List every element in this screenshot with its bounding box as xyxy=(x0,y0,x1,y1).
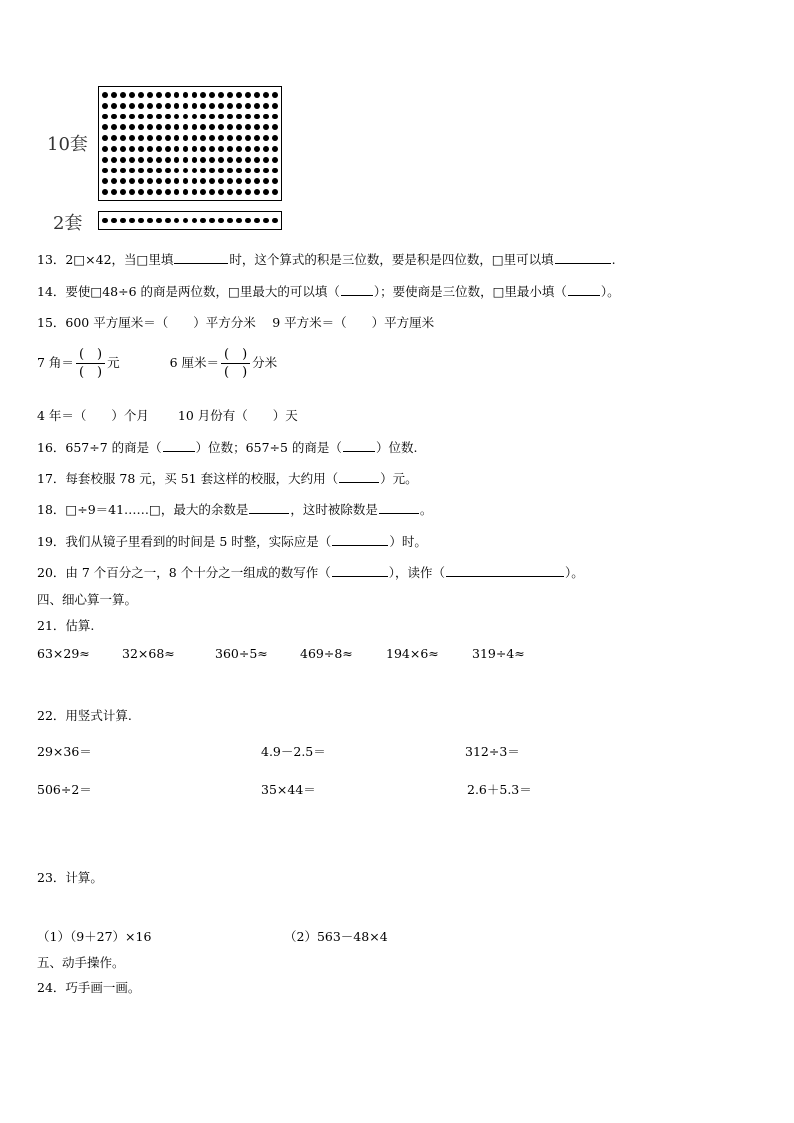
dot-grid-2-sets xyxy=(98,211,282,230)
dot xyxy=(138,103,144,109)
dot xyxy=(120,218,126,224)
dot xyxy=(245,146,251,152)
dot xyxy=(174,189,180,195)
dot xyxy=(111,114,117,120)
estimate-item: 360÷5≈ xyxy=(215,646,268,661)
dot xyxy=(192,168,198,174)
dot xyxy=(218,178,224,184)
dot xyxy=(156,114,162,120)
dot xyxy=(165,178,171,184)
dot xyxy=(209,168,215,174)
dot xyxy=(254,157,260,163)
question-15-line3: 4 年＝（ ）个月 10 月份有（ ）天 xyxy=(37,408,298,423)
dot xyxy=(272,92,278,98)
dot xyxy=(245,157,251,163)
dot xyxy=(102,189,108,195)
dot xyxy=(129,178,135,184)
dot xyxy=(200,103,206,109)
dot xyxy=(102,135,108,141)
dot xyxy=(218,218,224,224)
dot xyxy=(245,124,251,130)
dot xyxy=(200,124,206,130)
dot xyxy=(174,157,180,163)
question-18: 18．□÷9＝41……□，最大的余数是 ，这时被除数是 。 xyxy=(37,502,433,517)
dot xyxy=(174,103,180,109)
dot xyxy=(147,178,153,184)
dot xyxy=(138,157,144,163)
dot xyxy=(165,103,171,109)
dot xyxy=(120,92,126,98)
dot xyxy=(156,218,162,224)
dot xyxy=(147,168,153,174)
label-10-sets: 10套 xyxy=(47,134,88,155)
dot xyxy=(156,124,162,130)
dot xyxy=(236,114,242,120)
answer-blank[interactable] xyxy=(332,533,388,546)
dot xyxy=(254,92,260,98)
dot xyxy=(192,135,198,141)
dot xyxy=(120,135,126,141)
dot xyxy=(138,168,144,174)
dot xyxy=(192,157,198,163)
dot xyxy=(120,157,126,163)
vertical-calc-item: 35×44＝ xyxy=(261,782,316,797)
answer-blank[interactable] xyxy=(339,470,379,483)
dot xyxy=(209,135,215,141)
dot xyxy=(272,218,278,224)
dot xyxy=(147,157,153,163)
dot xyxy=(263,92,269,98)
dot xyxy=(120,124,126,130)
estimate-item: 469÷8≈ xyxy=(300,646,353,661)
dot xyxy=(102,178,108,184)
dot xyxy=(227,92,233,98)
dot xyxy=(200,92,206,98)
dot xyxy=(218,157,224,163)
dot xyxy=(183,157,189,163)
estimate-item: 32×68≈ xyxy=(122,646,175,661)
dot xyxy=(192,114,198,120)
dot xyxy=(218,114,224,120)
dot xyxy=(254,218,260,224)
dot xyxy=(254,135,260,141)
dot xyxy=(111,218,117,224)
dot xyxy=(272,103,278,109)
dot xyxy=(227,124,233,130)
dot xyxy=(209,189,215,195)
dot xyxy=(102,218,108,224)
dot xyxy=(209,218,215,224)
dot xyxy=(174,92,180,98)
dot xyxy=(200,157,206,163)
dot xyxy=(165,218,171,224)
dot xyxy=(263,146,269,152)
dot xyxy=(254,168,260,174)
dot xyxy=(245,135,251,141)
dot xyxy=(129,135,135,141)
dot xyxy=(263,135,269,141)
dot xyxy=(272,178,278,184)
dot xyxy=(147,103,153,109)
dot xyxy=(147,92,153,98)
dot xyxy=(111,189,117,195)
vertical-calc-item: 506÷2＝ xyxy=(37,782,92,797)
dot xyxy=(218,146,224,152)
dot xyxy=(111,146,117,152)
dot xyxy=(200,189,206,195)
dot xyxy=(129,157,135,163)
calc-item: （2）563－48×4 xyxy=(284,929,388,944)
dot xyxy=(156,103,162,109)
dot xyxy=(263,157,269,163)
dot xyxy=(209,157,215,163)
dot xyxy=(236,103,242,109)
dot xyxy=(102,103,108,109)
fraction-blank[interactable]: $\frac{( )}{( )}$ xyxy=(221,346,250,381)
dot xyxy=(245,218,251,224)
dot xyxy=(156,135,162,141)
dot xyxy=(218,124,224,130)
dot xyxy=(165,157,171,163)
dot xyxy=(156,168,162,174)
answer-blank[interactable] xyxy=(446,564,564,577)
dot xyxy=(236,189,242,195)
dot xyxy=(209,114,215,120)
dot xyxy=(245,189,251,195)
dot xyxy=(200,146,206,152)
dot xyxy=(200,114,206,120)
dot xyxy=(147,146,153,152)
dot xyxy=(147,218,153,224)
dot xyxy=(236,146,242,152)
dot xyxy=(147,114,153,120)
dot xyxy=(174,178,180,184)
dot xyxy=(120,168,126,174)
dot xyxy=(263,168,269,174)
dot xyxy=(236,92,242,98)
question-23-title: 23．计算。 xyxy=(37,870,103,885)
dot-grid-10-sets xyxy=(98,86,282,201)
dot xyxy=(263,124,269,130)
dot xyxy=(183,178,189,184)
dot xyxy=(254,103,260,109)
dot xyxy=(192,103,198,109)
dot xyxy=(192,146,198,152)
estimate-item: 63×29≈ xyxy=(37,646,90,661)
dot xyxy=(129,114,135,120)
dot xyxy=(138,218,144,224)
answer-blank[interactable] xyxy=(174,251,228,264)
dot xyxy=(165,146,171,152)
dot xyxy=(218,135,224,141)
vertical-calc-item: 312÷3＝ xyxy=(465,744,520,759)
dot xyxy=(129,168,135,174)
dot xyxy=(209,92,215,98)
answer-blank[interactable] xyxy=(163,439,195,452)
dot xyxy=(183,189,189,195)
dot xyxy=(120,189,126,195)
dot xyxy=(165,168,171,174)
question-20: 20．由 7 个百分之一，8 个十分之一组成的数写作（ ），读作（ ）。 xyxy=(37,565,584,580)
dot xyxy=(156,178,162,184)
dot xyxy=(218,92,224,98)
dot xyxy=(183,168,189,174)
dot xyxy=(227,114,233,120)
dot xyxy=(236,135,242,141)
question-14: 14．要使□48÷6 的商是两位数，□里最大的可以填（ ）；要使商是三位数，□里最小填（ ）。 xyxy=(37,284,620,299)
dot xyxy=(102,92,108,98)
dot xyxy=(263,218,269,224)
dot xyxy=(111,103,117,109)
dot xyxy=(183,135,189,141)
estimate-item: 319÷4≈ xyxy=(472,646,525,661)
dot xyxy=(227,135,233,141)
question-19: 19．我们从镜子里看到的时间是 5 时整，实际应是（ ）时。 xyxy=(37,534,427,549)
dot xyxy=(111,92,117,98)
dot xyxy=(236,124,242,130)
dot xyxy=(138,92,144,98)
dot xyxy=(102,124,108,130)
dot xyxy=(102,168,108,174)
answer-blank[interactable] xyxy=(341,283,373,296)
dot xyxy=(192,178,198,184)
dot xyxy=(165,135,171,141)
dot xyxy=(156,92,162,98)
dot xyxy=(272,124,278,130)
dot xyxy=(111,168,117,174)
dot xyxy=(272,114,278,120)
dot xyxy=(156,189,162,195)
dot xyxy=(209,178,215,184)
vertical-calc-item: 2.6＋5.3＝ xyxy=(467,782,532,797)
dot xyxy=(120,103,126,109)
dot xyxy=(111,178,117,184)
dot xyxy=(165,124,171,130)
dot xyxy=(174,146,180,152)
dot xyxy=(111,124,117,130)
dot xyxy=(111,157,117,163)
dot xyxy=(263,178,269,184)
dot xyxy=(165,189,171,195)
dot xyxy=(263,189,269,195)
dot xyxy=(263,114,269,120)
question-22-title: 22．用竖式计算. xyxy=(37,708,132,723)
dot xyxy=(174,114,180,120)
dot xyxy=(174,218,180,224)
dot xyxy=(245,103,251,109)
dot xyxy=(174,168,180,174)
dot xyxy=(138,178,144,184)
dot xyxy=(272,135,278,141)
dot xyxy=(209,124,215,130)
dot xyxy=(236,178,242,184)
dot xyxy=(138,146,144,152)
dot xyxy=(227,218,233,224)
vertical-calc-item: 4.9－2.5＝ xyxy=(261,744,326,759)
dot xyxy=(129,189,135,195)
dot xyxy=(129,218,135,224)
answer-blank[interactable] xyxy=(332,564,388,577)
dot xyxy=(227,157,233,163)
dot xyxy=(227,189,233,195)
dot xyxy=(236,157,242,163)
dot xyxy=(138,114,144,120)
dot xyxy=(120,178,126,184)
dot xyxy=(147,135,153,141)
dot xyxy=(174,135,180,141)
dot xyxy=(218,168,224,174)
dot xyxy=(183,218,189,224)
dot xyxy=(147,189,153,195)
dot xyxy=(272,168,278,174)
dot xyxy=(236,218,242,224)
dot xyxy=(165,92,171,98)
dot xyxy=(147,124,153,130)
dot xyxy=(165,114,171,120)
question-24: 24．巧手画一画。 xyxy=(37,980,141,995)
estimate-item: 194×6≈ xyxy=(386,646,439,661)
dot xyxy=(183,114,189,120)
dot xyxy=(156,157,162,163)
answer-blank[interactable] xyxy=(379,501,419,514)
dot xyxy=(272,157,278,163)
dot xyxy=(254,146,260,152)
dot xyxy=(102,157,108,163)
dot xyxy=(254,189,260,195)
dot xyxy=(272,146,278,152)
dot xyxy=(138,189,144,195)
dot xyxy=(183,92,189,98)
dot xyxy=(263,103,269,109)
dot xyxy=(192,92,198,98)
question-16: 16．657÷7 的商是（ ）位数；657÷5 的商是（ ）位数. xyxy=(37,440,418,455)
answer-blank[interactable] xyxy=(343,439,375,452)
dot xyxy=(183,103,189,109)
answer-blank[interactable] xyxy=(249,501,289,514)
question-17: 17．每套校服 78 元，买 51 套这样的校服，大约用（ ）元。 xyxy=(37,471,418,486)
dot xyxy=(120,146,126,152)
dot xyxy=(129,103,135,109)
dot xyxy=(129,146,135,152)
dot xyxy=(111,135,117,141)
dot xyxy=(245,178,251,184)
dot xyxy=(138,124,144,130)
dot xyxy=(138,135,144,141)
dot xyxy=(102,146,108,152)
dot xyxy=(227,146,233,152)
dot xyxy=(254,114,260,120)
dot xyxy=(227,103,233,109)
fraction-blank[interactable]: $\frac{( )}{( )}$ xyxy=(76,346,105,381)
dot xyxy=(200,218,206,224)
dot xyxy=(183,146,189,152)
question-21-title: 21．估算. xyxy=(37,618,95,633)
question-15-fractions: 7 角＝ $\frac{( )}{( )}$ 元 6 厘米＝ $\frac{( )}{( )}$ 分米 xyxy=(37,347,278,380)
section-5-heading: 五、动手操作。 xyxy=(37,955,125,970)
dot xyxy=(209,146,215,152)
dot xyxy=(192,218,198,224)
dot xyxy=(254,178,260,184)
vertical-calc-item: 29×36＝ xyxy=(37,744,92,759)
dot xyxy=(129,124,135,130)
dot xyxy=(218,189,224,195)
dot xyxy=(272,189,278,195)
calc-item: （1）（9＋27）×16 xyxy=(37,929,152,944)
dot xyxy=(245,92,251,98)
dot xyxy=(200,168,206,174)
dot xyxy=(245,168,251,174)
dot xyxy=(200,178,206,184)
dot xyxy=(174,124,180,130)
dot xyxy=(227,178,233,184)
dot xyxy=(102,114,108,120)
dot xyxy=(209,103,215,109)
answer-blank[interactable] xyxy=(568,283,600,296)
dot xyxy=(129,92,135,98)
question-13: 13．2□×42，当□里填 时，这个算式的积是三位数，要是积是四位数，□里可以填 . xyxy=(37,252,616,267)
dot xyxy=(245,114,251,120)
label-2-sets: 2套 xyxy=(53,213,83,234)
dot xyxy=(236,168,242,174)
dot xyxy=(254,124,260,130)
section-4-heading: 四、细心算一算。 xyxy=(37,592,138,607)
question-15-line1: 15．600 平方厘米＝（ ）平方分米 9 平方米＝（ ）平方厘米 xyxy=(37,315,435,330)
dot xyxy=(200,135,206,141)
answer-blank[interactable] xyxy=(555,251,611,264)
dot xyxy=(192,189,198,195)
dot xyxy=(156,146,162,152)
dot xyxy=(183,124,189,130)
dot xyxy=(227,168,233,174)
dot xyxy=(192,124,198,130)
dot xyxy=(120,114,126,120)
dot xyxy=(218,103,224,109)
